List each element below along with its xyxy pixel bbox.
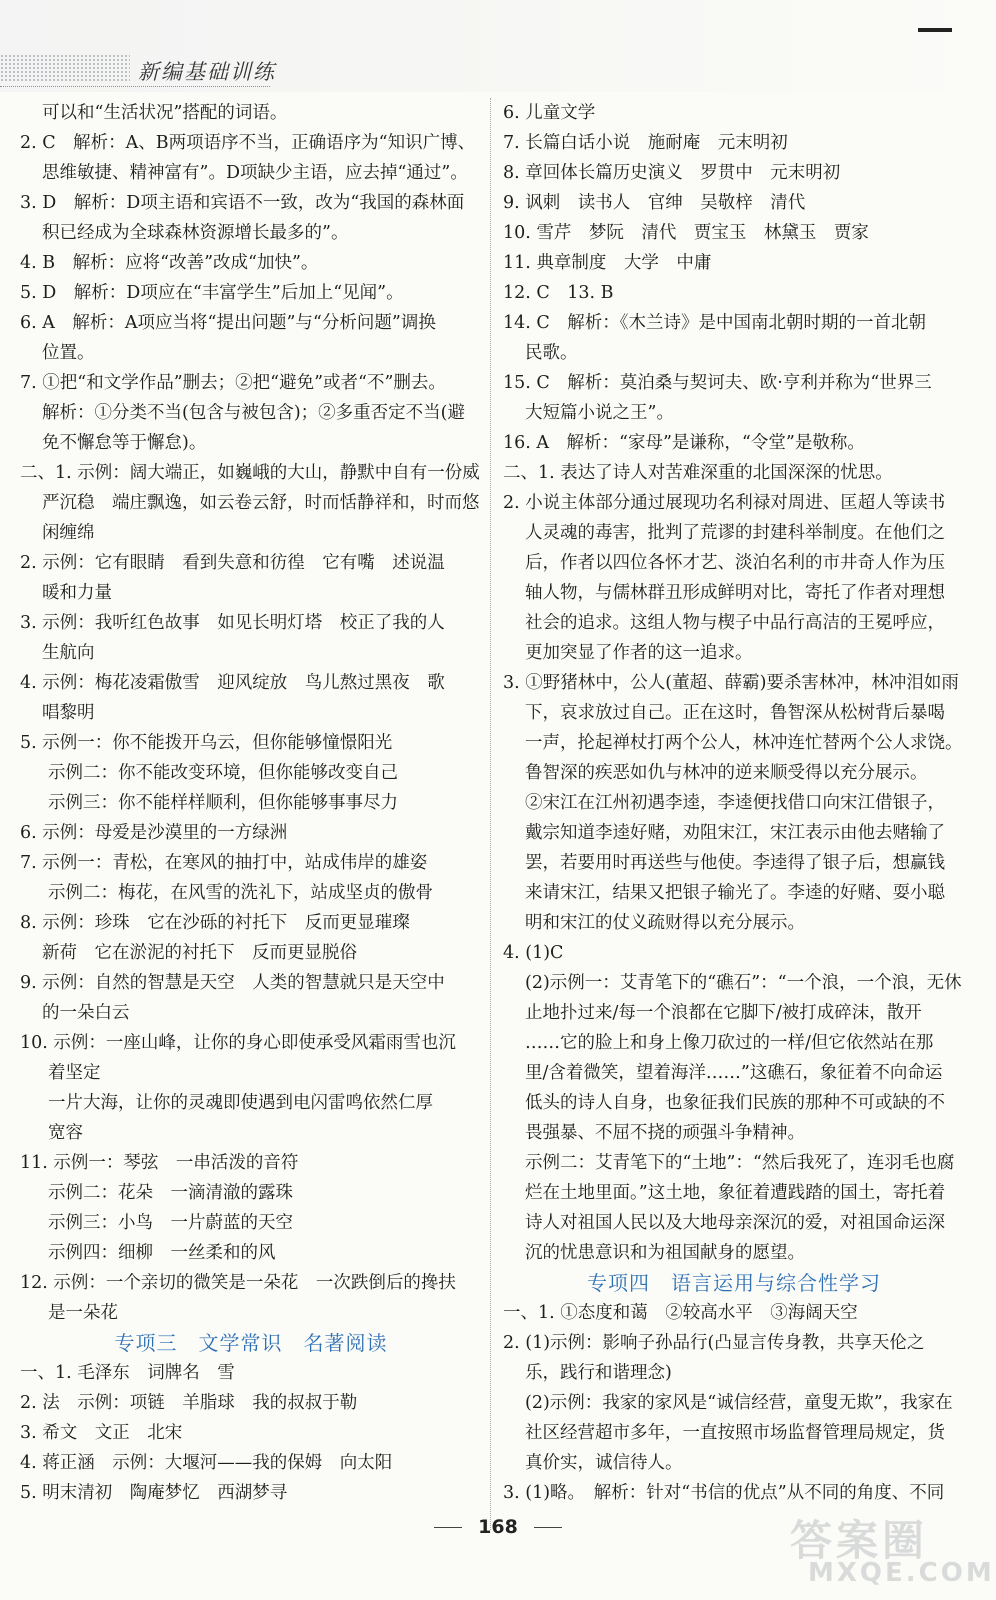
answer-line: 7. 长篇白话小说 施耐庵 元末明初 bbox=[503, 133, 788, 153]
answer-line: 10. 示例：一座山峰，让你的身心即使承受风霜雨雪也沉 bbox=[20, 1033, 456, 1053]
answer-line: 轴人物，与儒林群丑形成鲜明对比，寄托了作者对理想 bbox=[525, 583, 945, 603]
watermark-logo bbox=[790, 1508, 995, 1594]
answer-line: 罢，若要用时再送些与他使。李逵得了银子后，想赢钱 bbox=[525, 853, 945, 873]
answer-line: 示例四：细柳 一丝柔和的风 bbox=[48, 1243, 276, 1263]
answer-line: (2)示例一：艾青笔下的“礁石”：“一个浪，一个浪，无休 bbox=[525, 973, 962, 993]
answer-line: 来请宋江，结果又把银子输光了。李逵的好赌、耍小聪 bbox=[525, 883, 945, 903]
answer-line: 10. 雪芹 梦阮 清代 贾宝玉 林黛玉 贾家 bbox=[503, 223, 869, 243]
answer-line: 大短篇小说之王”。 bbox=[525, 403, 674, 423]
answer-line: 位置。 bbox=[42, 343, 95, 363]
watermark-bottom-text: MXQE.COM bbox=[808, 1558, 995, 1588]
answer-line: 2. 法 示例：项链 羊脂球 我的叔叔于勒 bbox=[20, 1393, 358, 1413]
answer-line: 5. 明末清初 陶庵梦忆 西湖梦寻 bbox=[20, 1483, 288, 1503]
answer-line: 3. 示例：我听红色故事 如见长明灯塔 校正了我的人 bbox=[20, 613, 445, 633]
answer-line: (2)示例：我家的家风是“诚信经营，童叟无欺”，我家在 bbox=[525, 1393, 953, 1413]
answer-line: 生航向 bbox=[42, 643, 95, 663]
answer-line: 乐，践行和谐理念) bbox=[525, 1363, 672, 1383]
answer-line: 4. (1)C bbox=[503, 943, 564, 963]
answer-line: 一、1. ①态度和蔼 ②较高水平 ③海阔天空 bbox=[503, 1303, 858, 1323]
answer-line: 3. (1)略。 解析：针对“书信的优点”从不同的角度、不同 bbox=[503, 1483, 945, 1503]
answer-line: 示例三：小鸟 一片蔚蓝的天空 bbox=[48, 1213, 293, 1233]
answer-line: 畏强暴、不屈不挠的顽强斗争精神。 bbox=[525, 1123, 805, 1143]
answer-line: 解析：①分类不当(包含与被包含)；②多重否定不当(避 bbox=[42, 403, 465, 423]
answer-line: 社区经营超市多年，一直按照市场监督管理局规定，货 bbox=[525, 1423, 945, 1443]
answer-line: 真价实，诚信待人。 bbox=[525, 1453, 683, 1473]
answer-line: 6. 示例：母爱是沙漠里的一方绿洲 bbox=[20, 823, 288, 843]
answer-line: 宽容 bbox=[48, 1123, 83, 1143]
answer-line: 闲缠绵 bbox=[42, 523, 95, 543]
answer-line: 11. 示例一：琴弦 一串活泼的音符 bbox=[20, 1153, 299, 1173]
answer-line: 人灵魂的毒害，批判了荒谬的封建科举制度。在他们之 bbox=[525, 523, 945, 543]
answer-line: 一、1. 毛泽东 词牌名 雪 bbox=[20, 1363, 235, 1383]
answer-line: 2. 示例：它有眼睛 看到失意和彷徨 它有嘴 述说温 bbox=[20, 553, 445, 573]
answer-line: 14. C 解析：《木兰诗》是中国南北朝时期的一首北朝 bbox=[503, 313, 927, 333]
answer-line: 可以和“生活状况”搭配的词语。 bbox=[42, 103, 288, 123]
answer-line: 二、1. 表达了诗人对苦难深重的北国深深的忧思。 bbox=[503, 463, 893, 483]
answer-line: 社会的追求。这组人物与楔子中品行高洁的王冕呼应， bbox=[525, 613, 945, 633]
column-divider bbox=[490, 98, 491, 1530]
answer-line: 12. C 13. B bbox=[503, 283, 614, 303]
answer-line: 民歌。 bbox=[525, 343, 578, 363]
page-number-dash-right bbox=[534, 1527, 562, 1528]
answer-line: 示例二：你不能改变环境，但你能够改变自己 bbox=[48, 763, 398, 783]
answer-line: 免不懈怠等于懈怠)。 bbox=[42, 433, 207, 453]
answer-line: 的一朵白云 bbox=[42, 1003, 130, 1023]
answer-line: 11. 典章制度 大学 中庸 bbox=[503, 253, 712, 273]
answer-line: 6. 儿童文学 bbox=[503, 103, 596, 123]
answer-line: 是一朵花 bbox=[48, 1303, 118, 1323]
answer-line: 9. 讽刺 读书人 官绅 吴敬梓 清代 bbox=[503, 193, 806, 213]
answer-line: 12. 示例：一个亲切的微笑是一朵花 一次跌倒后的搀扶 bbox=[20, 1273, 456, 1293]
answer-line: 示例二：艾青笔下的“土地”：“然后我死了，连羽毛也腐 bbox=[525, 1153, 955, 1173]
answer-line: 3. ①野猪林中，公人(董超、薛霸)要杀害林冲，林冲泪如雨 bbox=[503, 673, 959, 693]
answer-line: 3. 希文 文正 北宋 bbox=[20, 1423, 183, 1443]
header-rule bbox=[0, 86, 270, 87]
answer-line: 暖和力量 bbox=[42, 583, 112, 603]
answer-line: 烂在土地里面。”这土地，象征着遭践踏的国土，寄托着 bbox=[525, 1183, 946, 1203]
answer-line: 2. (1)示例：影响子孙品行(凸显言传身教，共享天伦之 bbox=[503, 1333, 925, 1353]
answer-line: 一声，抡起禅杖打两个公人，林冲连忙替两个公人求饶。 bbox=[525, 733, 963, 753]
answer-line: 4. 示例：梅花凌霜傲雪 迎风绽放 鸟儿熬过黑夜 歌 bbox=[20, 673, 445, 693]
answer-line: 4. B 解析：应将“改善”改成“加快”。 bbox=[20, 253, 319, 273]
answer-line: 里/含着微笑，望着海洋……”这礁石，象征着不向命运 bbox=[525, 1063, 943, 1083]
section-heading: 专项四 语言运用与综合性学习 bbox=[587, 1271, 881, 1295]
answer-line: ……它的脸上和身上像刀砍过的一样/但它依然站在那 bbox=[525, 1033, 934, 1053]
answer-line: 8. 示例：珍珠 它在沙砾的衬托下 反而更显璀璨 bbox=[20, 913, 410, 933]
answer-line: 7. 示例一：青松，在寒风的抽打中，站成伟岸的雄姿 bbox=[20, 853, 428, 873]
section-heading: 专项三 文学常识 名著阅读 bbox=[114, 1331, 388, 1355]
answer-line: 4. 蒋正涵 示例：大堰河——我的保姆 向太阳 bbox=[20, 1453, 393, 1473]
answer-line: 沉的忧患意识和为祖国献身的愿望。 bbox=[525, 1243, 805, 1263]
page-number-text: 168 bbox=[478, 1516, 518, 1538]
answer-line: 严沉稳 端庄飘逸，如云卷云舒，时而恬静祥和，时而悠 bbox=[42, 493, 480, 513]
answer-line: 示例二：花朵 一滴清澈的露珠 bbox=[48, 1183, 293, 1203]
answer-line: 示例二：梅花，在风雪的洗礼下，站成坚贞的傲骨 bbox=[48, 883, 433, 903]
answer-line: ②宋江在江州初遇李逵，李逵便找借口向宋江借银子， bbox=[525, 793, 945, 813]
answer-line: 思维敏捷、精神富有”。D项缺少主语，应去掉“通过”。 bbox=[42, 163, 468, 183]
answer-line: 3. D 解析：D项主语和宾语不一致，改为“我国的森林面 bbox=[20, 193, 465, 213]
answer-line: 5. 示例一：你不能拨开乌云，但你能够憧憬阳光 bbox=[20, 733, 393, 753]
answer-line: 15. C 解析：莫泊桑与契诃夫、欧·亨利并称为“世界三 bbox=[503, 373, 932, 393]
answer-line: 9. 示例：自然的智慧是天空 人类的智慧就只是天空中 bbox=[20, 973, 445, 993]
answer-line: 唱黎明 bbox=[42, 703, 95, 723]
answer-line: 一片大海，让你的灵魂即使遇到电闪雷鸣依然仁厚 bbox=[48, 1093, 433, 1113]
answer-line: 更加突显了作者的这一追求。 bbox=[525, 643, 753, 663]
answer-line: 积已经成为全球森林资源增长最多的”。 bbox=[42, 223, 349, 243]
answer-line: 鲁智深的疾恶如仇与林冲的逆来顺受得以充分展示。 bbox=[525, 763, 928, 783]
answer-line: 下，哀求放过自己。正在这时，鲁智深从松树背后暴喝 bbox=[525, 703, 945, 723]
left-answer-column bbox=[20, 98, 482, 1508]
answer-line: 7. ①把“和文学作品”删去；②把“避免”或者“不”删去。 bbox=[20, 373, 446, 393]
answer-line: 低头的诗人自身，也象征我们民族的那种不可或缺的不 bbox=[525, 1093, 945, 1113]
watermark-top-text: 答案圈 bbox=[790, 1516, 929, 1565]
answer-line: 新荷 它在淤泥的衬托下 反而更显脱俗 bbox=[42, 943, 357, 963]
answer-line: 16. A 解析：“家母”是谦称，“令堂”是敬称。 bbox=[503, 433, 865, 453]
answer-line: 5. D 解析：D项应在“丰富学生”后加上“见闻”。 bbox=[20, 283, 404, 303]
answer-line: 2. C 解析：A、B两项语序不当，正确语序为“知识广博、 bbox=[20, 133, 476, 153]
answer-line: 明和宋江的仗义疏财得以充分展示。 bbox=[525, 913, 805, 933]
book-series-title: 新编基础训练 bbox=[138, 60, 276, 84]
answer-line: 2. 小说主体部分通过展现功名利禄对周进、匡超人等读书 bbox=[503, 493, 946, 513]
answer-line: 诗人对祖国人民以及大地母亲深沉的爱，对祖国命运深 bbox=[525, 1213, 945, 1233]
answer-line: 后，作者以四位各怀才艺、淡泊名利的市井奇人作为压 bbox=[525, 553, 945, 573]
answer-line: 着坚定 bbox=[48, 1063, 101, 1083]
answer-line: 示例三：你不能样样顺利，但你能够事事尽力 bbox=[48, 793, 398, 813]
right-answer-column bbox=[503, 98, 965, 1508]
answer-line: 6. A 解析：A项应当将“提出问题”与“分析问题”调换 bbox=[20, 313, 436, 333]
answer-line: 二、1. 示例：阔大端正，如巍峨的大山，静默中自有一份威 bbox=[20, 463, 480, 483]
page-number-dash-left bbox=[434, 1527, 462, 1528]
answer-line: 8. 章回体长篇历史演义 罗贯中 元末明初 bbox=[503, 163, 841, 183]
header-dot-pattern bbox=[0, 54, 130, 82]
answer-line: 戴宗知道李逵好赌，劝阻宋江，宋江表示由他去赌输了 bbox=[525, 823, 945, 843]
corner-mark bbox=[918, 28, 952, 32]
answer-line: 止地扑过来/每一个浪都在它脚下/被打成碎沫，散开 bbox=[525, 1003, 922, 1023]
